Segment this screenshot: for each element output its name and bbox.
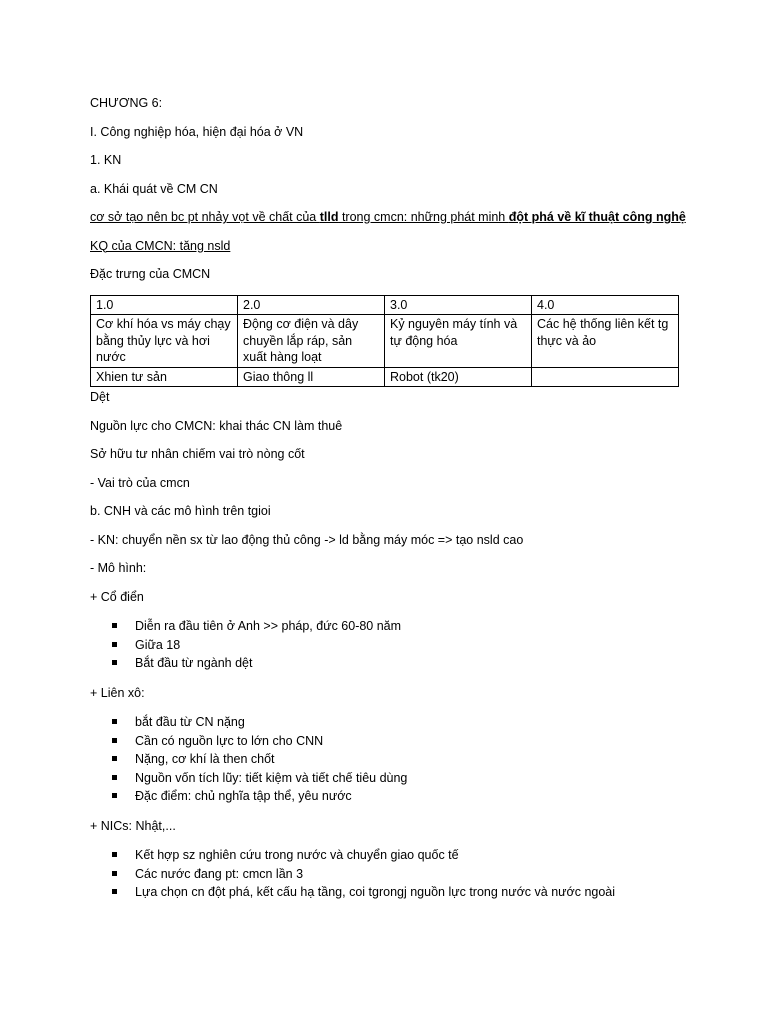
result-line	[90, 238, 690, 255]
basis-text-1: cơ sở tạo nên bc pt nhảy vọt về chất của	[90, 210, 320, 224]
basis-bold-2: đột phá về kĩ thuật công nghệ	[508, 210, 686, 224]
table-cell: 4.0	[532, 295, 679, 315]
table-cell: 1.0	[91, 295, 238, 315]
role-line: - Vai trò của cmcn	[90, 475, 190, 490]
list-item: Cần có nguồn lực to lớn cho CNN	[90, 732, 690, 751]
table-cell: Động cơ điện và dây chuyền lắp ráp, sản xuất hàng loạt	[238, 315, 385, 368]
basis-bold-1: tlld	[319, 210, 339, 224]
table-row	[91, 315, 679, 368]
nics-title: + NICs: Nhật,...	[90, 818, 176, 833]
subheading-kn: 1. KN	[90, 153, 122, 167]
resource-line: Nguồn lực cho CMCN: khai thác CN làm thuê	[90, 418, 343, 433]
basis-paragraph	[90, 209, 690, 226]
square-bullet-icon	[112, 793, 117, 798]
chapter-heading: CHƯƠNG 6:	[90, 96, 163, 110]
list-item: Bắt đầu từ ngành dệt	[90, 654, 690, 673]
list-item: Nặng, cơ khí là then chốt	[90, 750, 690, 769]
square-bullet-icon	[112, 756, 117, 761]
cmcn-table	[90, 295, 679, 388]
nics-list	[90, 846, 690, 902]
list-item: Diễn ra đầu tiên ở Anh >> pháp, đức 60-80 năm	[90, 617, 690, 636]
square-bullet-icon	[112, 623, 117, 628]
table-cell: Các hệ thống liên kết tg thực và ảo	[532, 315, 679, 368]
subheading-a: a. Khái quát về CM CN	[90, 181, 218, 196]
square-bullet-icon	[112, 642, 117, 647]
square-bullet-icon	[112, 871, 117, 876]
list-item: Đặc điểm: chủ nghĩa tập thể, yêu nước	[90, 787, 690, 806]
result-text: KQ của CMCN: tăng nsld	[90, 238, 231, 253]
table-cell: Giao thông ll	[238, 367, 385, 387]
list-item: Kết hợp sz nghiên cứu trong nước và chuyển giao quốc tế	[90, 846, 690, 865]
subheading-b: b. CNH và các mô hình trên tgioi	[90, 504, 271, 518]
square-bullet-icon	[112, 660, 117, 665]
soviet-list	[90, 713, 690, 806]
table-cell: Robot (tk20)	[385, 367, 532, 387]
list-item: Lựa chọn cn đột phá, kết cấu hạ tầng, coi tgrongj nguồn lực trong nước và nước ngoài	[90, 883, 690, 902]
det-line: Dệt	[90, 390, 110, 404]
kn-line: - KN: chuyển nền sx từ lao động thủ công -> ld bằng máy móc => tạo nsld cao	[90, 532, 524, 547]
square-bullet-icon	[112, 852, 117, 857]
square-bullet-icon	[112, 719, 117, 724]
ownership-line: Sở hữu tư nhân chiếm vai trò nòng cốt	[90, 447, 305, 461]
list-item: bắt đầu từ CN nặng	[90, 713, 690, 732]
table-cell: 3.0	[385, 295, 532, 315]
square-bullet-icon	[112, 889, 117, 894]
table-cell: Kỷ nguyên máy tính và tự động hóa	[385, 315, 532, 368]
classic-title: + Cổ điển	[90, 589, 144, 604]
basis-text-2: trong cmcn: những phát minh	[338, 210, 509, 224]
square-bullet-icon	[112, 775, 117, 780]
classic-list	[90, 617, 690, 673]
table-cell: 2.0	[238, 295, 385, 315]
features-title: Đặc trưng của CMCN	[90, 267, 211, 281]
table-row	[91, 367, 679, 387]
table-cell: Xhien tư sản	[91, 367, 238, 387]
list-item: Nguồn vốn tích lũy: tiết kiệm và tiết chế tiêu dùng	[90, 769, 690, 788]
section-heading: I. Công nghiệp hóa, hiện đại hóa ở VN	[90, 124, 304, 139]
table-cell	[532, 367, 679, 387]
soviet-title: + Liên xô:	[90, 685, 145, 700]
table-cell: Cơ khí hóa vs máy chạy bằng thủy lực và hơi nước	[91, 315, 238, 368]
list-item: Các nước đang pt: cmcn lần 3	[90, 865, 690, 884]
model-line: - Mô hình:	[90, 561, 147, 575]
square-bullet-icon	[112, 738, 117, 743]
table-header-row	[91, 295, 679, 315]
document-page	[90, 95, 690, 914]
list-item: Giữa 18	[90, 636, 690, 655]
